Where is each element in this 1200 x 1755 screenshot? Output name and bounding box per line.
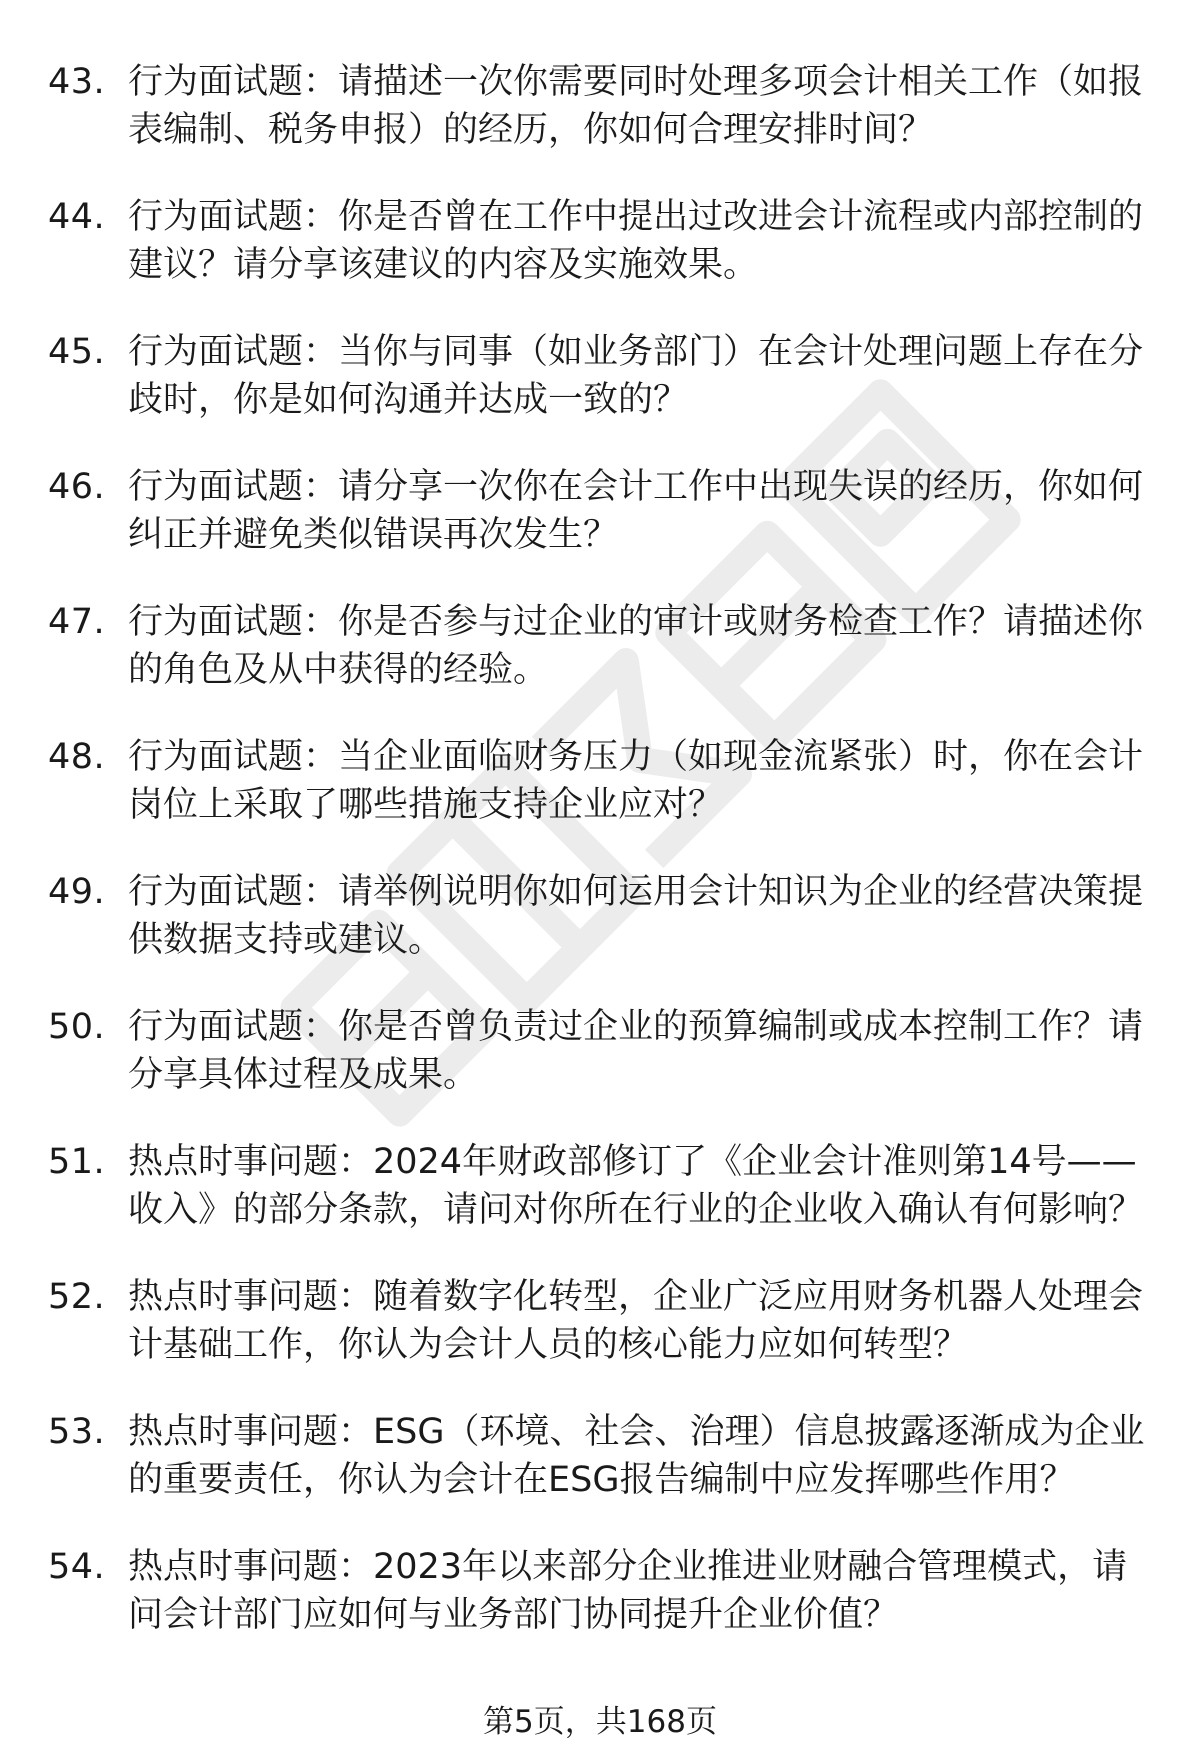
page-number-label: 第5页，共168页 [483,1704,717,1740]
question-item-43 [48,58,1158,154]
question-text: 行为面试题：当你与同事（如业务部门）在会计处理问题上存在分歧时，你是如何沟通并达成一致的？ [128,332,1144,420]
question-number: 47. [48,602,106,642]
question-text: 热点时事问题：2023年以来部分企业推进业财融合管理模式，请问会计部门应如何与业务部门协同提升企业价值？ [128,1547,1128,1635]
question-number: 51. [48,1142,106,1182]
question-number: 46. [48,467,106,507]
question-number: 43. [48,62,106,102]
question-number: 48. [48,737,106,777]
question-item-47 [48,598,1158,694]
question-item-53 [48,1408,1158,1504]
question-item-46 [48,463,1158,559]
question-item-45 [48,328,1158,424]
question-item-50 [48,1003,1158,1099]
question-text: 行为面试题：你是否参与过企业的审计或财务检查工作？请描述你的角色及从中获得的经验。 [128,602,1144,690]
question-number: 45. [48,332,106,372]
question-list [48,58,1158,1678]
question-number: 52. [48,1277,106,1317]
question-number: 44. [48,197,106,237]
question-item-48 [48,733,1158,829]
question-text: 行为面试题：请举例说明你如何运用会计知识为企业的经营决策提供数据支持或建议。 [128,872,1144,960]
question-text: 行为面试题：当企业面临财务压力（如现金流紧张）时，你在会计岗位上采取了哪些措施支持企业应对？ [128,737,1144,825]
question-item-52 [48,1273,1158,1369]
question-text: 行为面试题：你是否曾负责过企业的预算编制或成本控制工作？请分享具体过程及成果。 [128,1007,1144,1095]
question-number: 53. [48,1412,106,1452]
question-text: 热点时事问题：2024年财政部修订了《企业会计准则第14号——收入》的部分条款，请问对你所在行业的企业收入确认有何影响？ [128,1142,1144,1230]
question-text: 热点时事问题：随着数字化转型，企业广泛应用财务机器人处理会计基础工作，你认为会计人员的核心能力应如何转型？ [128,1277,1144,1365]
question-number: 54. [48,1547,106,1587]
page-footer [0,1702,1200,1742]
question-item-44 [48,193,1158,289]
question-item-51 [48,1138,1158,1234]
question-item-54 [48,1543,1158,1639]
question-text: 行为面试题：请分享一次你在会计工作中出现失误的经历，你如何纠正并避免类似错误再次发生？ [128,467,1144,555]
question-number: 50. [48,1007,106,1047]
question-text: 行为面试题：你是否曾在工作中提出过改进会计流程或内部控制的建议？请分享该建议的内容及实施效果。 [128,197,1144,285]
question-text: 热点时事问题：ESG（环境、社会、治理）信息披露逐渐成为企业的重要责任，你认为会计在ESG报告编制中应发挥哪些作用？ [128,1412,1145,1500]
question-item-49 [48,868,1158,964]
question-text: 行为面试题：请描述一次你需要同时处理多项会计相关工作（如报表编制、税务申报）的经历，你如何合理安排时间？ [128,62,1144,150]
question-number: 49. [48,872,106,912]
